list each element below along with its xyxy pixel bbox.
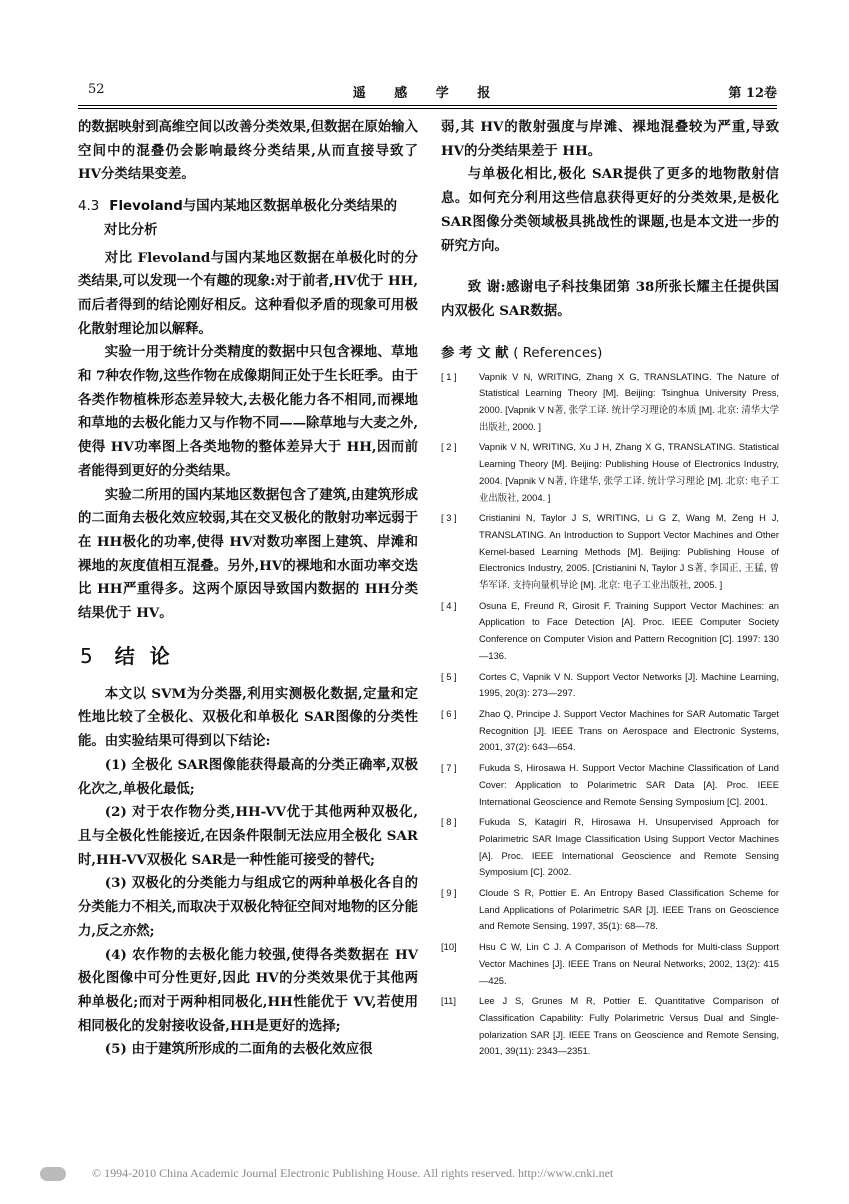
right-column: [441, 116, 779, 1064]
reference-text: Lee J S, Grunes M R, Pottier E. Quantitative Comparison of Classification Capability: Fully Polarimetric Versus Dual and Single-polarization SAR [J]. IEEE Trans on Geoscience and Remote Sensing, 2001, 39(11): 2343—2351.: [479, 995, 779, 1057]
reference-text: Zhao Q, Principe J. Support Vector Machines for SAR Automatic Target Recognition [J]. IEEE Trans on Aerospace and Electronic Systems, 2001, 37(2): 643—654.: [479, 707, 779, 753]
conclusion-item: (2) 对于农作物分类,HH-VV优于其他两种双极化,且与全极化性能接近,在因条件限制无法应用全极化 SAR时,HH-VV双极化 SAR是一种性能可接受的替代;: [78, 804, 418, 868]
section-title-line2: 对比分析: [104, 222, 158, 238]
header-rule-thin: [78, 108, 777, 109]
reference-item: [441, 706, 779, 756]
section-4-3-heading: [78, 195, 418, 242]
reference-text: Vapnik V N, WRITING, Xu J H, Zhang X G, TRANSLATING. Statistical Learning Theory [M]. Beijing: Publishing House of Electronics Industry, 2004. [Vapnik V N著, 许建华, 张学工译. 统计学习理论 [M]. 北京: 电子工业出版社, 2004. ]: [479, 441, 779, 503]
reference-item: [441, 439, 779, 506]
left-column: [78, 116, 418, 1062]
reference-number: [ 2 ]: [441, 441, 457, 453]
reference-item: [441, 885, 779, 935]
reference-text: Cloude S R, Pottier E. An Entropy Based Classification Scheme for Land Applications of Polarimetric SAR [J]. IEEE Trans on Geoscience and Remote Sensing, 1997, 35(1): 68—78.: [479, 887, 779, 932]
body-paragraph: 的数据映射到高维空间以改善分类效果,但数据在原始输入空间中的混叠仍会影响最终分类结果,从而直接导致了 HV分类结果变差。: [78, 119, 418, 183]
section-title: 结 论: [114, 643, 174, 668]
volume-label: 第 12卷: [728, 86, 777, 101]
reference-item: [441, 939, 779, 989]
body-paragraph: 实验二所用的国内某地区数据包含了建筑,由建筑形成的二面角去极化效应较弱,其在交叉极化的散射功率远弱于在 HH极化的功率,使得 HV对数功率图上建筑、岸滩和裸地的灰度值相互混叠。另外,HV的裸地和水面功率交迭比 HH严重得多。这两个原因导致国内数据的 HH分类结果优于 HV。: [78, 486, 418, 622]
reference-text: Vapnik V N, WRITING, Zhang X G, TRANSLATING. The Nature of Statistical Learning Theory [M]. Beijing: Tsinghua University Press, 2000. [Vapnik V N著, 张学工译. 统计学习理论的本质 [M]. 北京: 清华大学出版社, 2000. ]: [479, 370, 779, 432]
reference-number: [11]: [441, 995, 456, 1007]
reference-number: [ 3 ]: [441, 512, 457, 524]
body-paragraph: 弱,其 HV的散射强度与岸滩、裸地混叠较为严重,导致 HV的分类结果差于 HH。: [441, 119, 779, 159]
copyright-footer: [40, 1166, 810, 1181]
journal-title: 遥 感 学 报: [352, 86, 503, 101]
reference-text: Fukuda S, Hirosawa H. Support Vector Machine Classification of Land Cover: Application to Polarimetric SAR Data [A]. Proc. IEEE International Geoscience and Remote Sensing Symposium [C]. 2001.: [479, 762, 779, 807]
reference-number: [ 9 ]: [441, 887, 457, 899]
body-paragraph: 与单极化相比,极化 SAR提供了更多的地物散射信息。如何充分利用这些信息获得更好的分类效果,是极化 SAR图像分类领域极具挑战性的课题,也是本文进一步的研究方向。: [441, 166, 779, 254]
body-paragraph: 实验一用于统计分类精度的数据中只包含裸地、草地和 7种农作物,这些作物在成像期间正处于生长旺季。由于各类作物植株形态差异较大,去极化能力各不相同,而裸地和草地的去极化能力又与作物不同——除草地与大麦之外,使得 HV功率图上各类地物的整体差异大于 HH,因而前者能得到更好的分类结果。: [78, 344, 419, 479]
section-title-line1: Flevoland与国内某地区数据单极化分类结果的: [109, 199, 398, 215]
page-number: 52: [88, 82, 105, 97]
reference-item: [441, 760, 779, 810]
reference-text: Osuna E, Freund R, Girosit F. Training Support Vector Machines: an Application to Face Detection [A]. Proc. IEEE Computer Society Conference on Computer Vision and Pattern Recognition [C]. 1997: 130—136.: [479, 599, 779, 661]
reference-item: [441, 510, 779, 594]
reference-number: [ 6 ]: [441, 707, 457, 719]
reference-item: [441, 814, 779, 881]
reference-number: [ 8 ]: [441, 816, 457, 828]
running-header: [78, 82, 777, 104]
body-paragraph: 对比 Flevoland与国内某地区数据在单极化时的分类结果,可以发现一个有趣的现象:对于前者,HV优于 HH,而后者得到的结论刚好相反。这种看似矛盾的现象可用极化散射理论加以解释。: [78, 249, 418, 337]
reference-number: [ 7 ]: [441, 762, 457, 774]
conclusion-item: (3) 双极化的分类能力与组成它的两种单极化各自的分类能力不相关,而取决于双极化特征空间对地物的区分能力,反之亦然;: [78, 875, 418, 939]
copyright-text: © 1994-2010 China Academic Journal Electronic Publishing House. All rights reserved. http://www.cnki.net: [92, 1166, 614, 1180]
references-title: 参 考 文 献: [441, 345, 509, 361]
reference-text: Fukuda S, Katagiri R, Hirosawa H. Unsupervised Approach for Polarimetric SAR Image Classification Using Support Vector Machines [A]. Proc. IEEE International Geoscience and Remote Sensing Symposium [C]. 2002.: [479, 816, 779, 878]
reference-item: [441, 598, 779, 665]
section-5-heading: [80, 640, 418, 669]
reference-number: [ 4 ]: [441, 599, 457, 611]
header-rule-thick: [78, 105, 777, 106]
reference-list: [441, 369, 779, 1060]
references-title-en: ( References): [513, 345, 603, 361]
conclusion-item: (1) 全极化 SAR图像能获得最高的分类正确率,双极化次之,单极化最低;: [78, 756, 418, 797]
reference-number: [10]: [441, 941, 457, 953]
cnki-logo-icon: [40, 1167, 66, 1181]
conclusion-item: (4) 农作物的去极化能力较强,使得各类数据在 HV极化图像中可分性更好,因此 HV的分类效果优于其他两种单极化;而对于两种相同极化,HH性能优于 VV,若使用相同极化的发射接收设备,HH是更好的选择;: [78, 946, 418, 1034]
reference-number: [ 5 ]: [441, 670, 457, 682]
reference-item: [441, 993, 779, 1060]
reference-number: [ 1 ]: [441, 370, 457, 382]
reference-item: [441, 669, 779, 702]
conclusion-item: (5) 由于建筑所形成的二面角的去极化效应很: [104, 1041, 373, 1058]
acknowledgement: 致 谢:感谢电子科技集团第 38所张长耀主任提供国内双极化 SAR数据。: [441, 279, 779, 319]
reference-text: Cortes C, Vapnik V N. Support Vector Networks [J]. Machine Learning, 1995, 20(3): 273—297.: [479, 670, 779, 699]
reference-item: [441, 369, 779, 436]
reference-text: Hsu C W, Lin C J. A Comparison of Methods for Multi-class Support Vector Machines [J]. IEEE Trans on Neural Networks, 2002, 13(2): 415—425.: [479, 941, 779, 986]
body-paragraph: 本文以 SVM为分类器,利用实测极化数据,定量和定性地比较了全极化、双极化和单极化 SAR图像的分类性能。由实验结果可得到以下结论:: [78, 685, 418, 750]
section-number: 5: [80, 643, 97, 668]
references-heading: [441, 342, 779, 361]
reference-text: Cristianini N, Taylor J S, WRITING, Li G Z, Wang M, Zeng H J, TRANSLATING. An Introduction to Support Vector Machines and Other Kernel-based Learning Methods [M]. Beijing: Publishing House of Electronics Industry, 2005. [Cristianini N, Taylor J S著, 李国正, 王猛, 曾华军译. 支持向量机导论 [M]. 北京: 电子工业出版社, 2005. ]: [479, 512, 779, 591]
section-number: 4.3: [78, 199, 100, 215]
